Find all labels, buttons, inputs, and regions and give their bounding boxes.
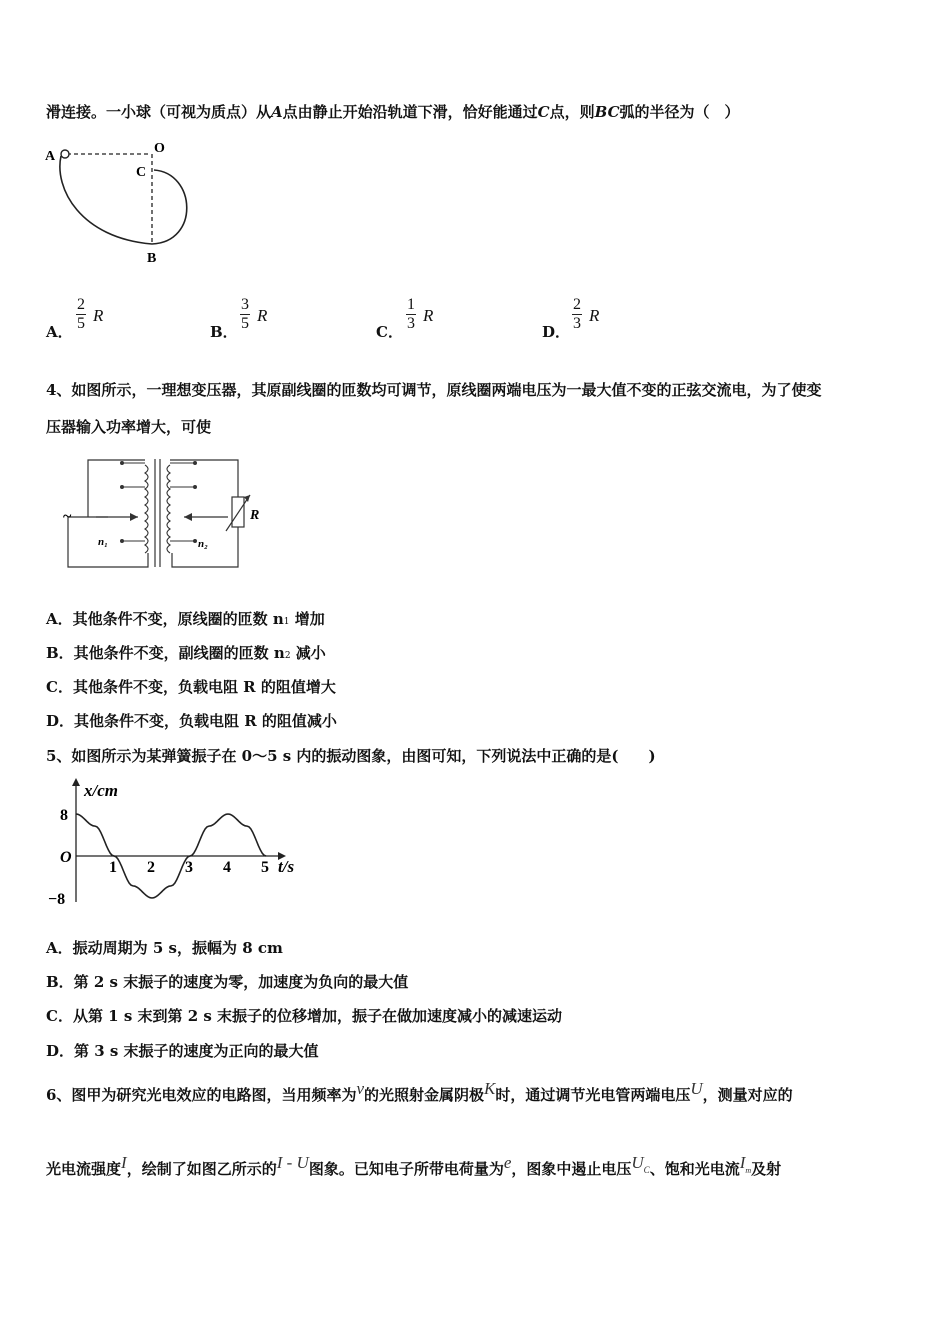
denominator: 5 xyxy=(77,315,85,332)
q6-text: 图象。已知电子所带电荷量为 xyxy=(308,1160,504,1178)
symbol-e: e xyxy=(503,1153,512,1172)
q3-point-a: A xyxy=(271,103,283,121)
q4-option-b[interactable] xyxy=(46,643,326,666)
x-tick-label: 1 xyxy=(109,859,117,876)
label-c: C xyxy=(136,165,147,180)
secondary-taps xyxy=(170,461,197,543)
subscript: 1 xyxy=(283,617,290,627)
option-letter: A． xyxy=(46,323,73,341)
ac-source-icon: ~ xyxy=(63,508,72,525)
x-tick-label: 2 xyxy=(147,859,155,876)
symbol-im: I xyxy=(739,1153,746,1172)
numerator: 3 xyxy=(241,296,249,313)
primary-wire-top xyxy=(88,460,145,517)
q3-stem-part: 弧的半径为（ ） xyxy=(619,103,740,121)
q6-stem-line2 xyxy=(46,1153,782,1182)
label-o: O xyxy=(154,141,165,156)
q6-text: 及射 xyxy=(751,1160,782,1178)
q3-arc-bc: BC xyxy=(594,103,620,121)
q5-option-d[interactable]: D．第 3 s 末振子的速度为正向的最大值 xyxy=(46,1042,319,1060)
y-tick-label: O xyxy=(60,849,72,866)
q5-stem: 5、如图所示为某弹簧振子在 0～5 s 内的振动图象，由图可知，下列说法中正确的是( ) xyxy=(46,747,656,765)
option-text: 减小 xyxy=(290,644,326,662)
symbol-i-u: I - U xyxy=(276,1153,309,1172)
denominator: 3 xyxy=(407,315,415,332)
option-text: A．其他条件不变，原线圈的匝数 n xyxy=(46,610,284,628)
q4-stem-line1: 4、如图所示，一理想变压器，其原副线圈的匝数均可调节，原线圈两端电压为一最大值不变的正弦交流电，为了使变 xyxy=(46,381,822,399)
variable-r: R xyxy=(93,306,104,325)
q5-option-b[interactable]: B．第 2 s 末振子的速度为零，加速度为负向的最大值 xyxy=(46,973,409,991)
fraction xyxy=(406,296,416,333)
subscript-m: m xyxy=(745,1166,752,1175)
secondary-wire-top xyxy=(170,460,238,497)
q5-option-c[interactable]: C．从第 1 s 末到第 2 s 末振子的位移增加，振子在做加速度减小的减速运动 xyxy=(46,1007,563,1025)
y-tick-label: 8 xyxy=(60,807,68,824)
q6-stem-line1 xyxy=(46,1079,793,1105)
option-letter: B． xyxy=(210,323,238,341)
x-tick-label: 5 xyxy=(261,859,269,876)
option-letter: C． xyxy=(376,323,403,341)
primary-coil xyxy=(145,465,148,553)
q6-text: 、饱和光电流 xyxy=(649,1160,740,1178)
variable-r: R xyxy=(589,306,600,325)
numerator: 1 xyxy=(407,296,415,313)
q3-track-figure xyxy=(40,138,210,268)
q4-stem-line2: 压器输入功率增大，可使 xyxy=(46,418,212,436)
subscript: 2 xyxy=(284,651,291,661)
q6-text: ，绘制了如图乙所示的 xyxy=(126,1160,277,1178)
q3-stem xyxy=(46,102,740,122)
symbol-i: I xyxy=(121,1153,127,1172)
label-n1: n₁ xyxy=(98,536,108,548)
q3-stem-part: 点由静止开始沿轨道下滑，恰好能通过 xyxy=(282,103,538,121)
q4-option-c[interactable]: C．其他条件不变，负载电阻 R 的阻值增大 xyxy=(46,678,336,696)
q6-text: 光电流强度 xyxy=(46,1160,122,1178)
variable-r: R xyxy=(423,306,434,325)
numerator: 2 xyxy=(77,296,85,313)
denominator: 5 xyxy=(241,315,249,332)
primary-wire-bottom xyxy=(68,517,148,567)
arrow-left-icon xyxy=(184,513,192,521)
y-axis-label: x/cm xyxy=(84,781,118,800)
q3-point-c: C xyxy=(537,103,550,121)
q6-text: 6、图甲为研究光电效应的电路图，当用频率为 xyxy=(46,1086,357,1104)
q4-transformer-figure xyxy=(60,455,280,575)
symbol-u: U xyxy=(690,1079,703,1098)
variable-r: R xyxy=(257,306,268,325)
tick-group xyxy=(48,807,269,908)
q6-text: ，图象中遏止电压 xyxy=(511,1160,632,1178)
q3-stem-part: 滑连接。一小球（可视为质点）从 xyxy=(46,103,272,121)
option-letter: D． xyxy=(542,323,571,341)
q4-option-a[interactable] xyxy=(46,609,325,632)
subscript-c: C xyxy=(643,1165,650,1175)
option-text: B．其他条件不变，副线圈的匝数 n xyxy=(46,644,285,662)
label-b: B xyxy=(147,251,157,266)
label-a: A xyxy=(45,149,56,164)
primary-taps xyxy=(120,461,145,543)
q5-oscillation-chart xyxy=(44,772,314,912)
denominator: 3 xyxy=(573,315,581,332)
y-tick-label: −8 xyxy=(48,891,66,908)
arrow-icon xyxy=(244,495,250,502)
q6-text: 的光照射金属阴极 xyxy=(364,1086,485,1104)
x-tick-label: 3 xyxy=(185,859,193,876)
q3-stem-part: 点，则 xyxy=(549,103,595,121)
track-curve xyxy=(60,156,187,244)
q6-text: 时，通过调节光电管两端电压 xyxy=(495,1086,691,1104)
arrow-right-icon xyxy=(130,513,138,521)
option-text: 增加 xyxy=(289,610,325,628)
symbol-uc: U xyxy=(631,1153,644,1172)
q5-option-a[interactable]: A．振动周期为 5 s，振幅为 8 cm xyxy=(46,939,283,957)
x-tick-label: 4 xyxy=(223,859,231,876)
fraction xyxy=(572,296,582,333)
ball-icon xyxy=(61,150,69,158)
label-r: R xyxy=(250,508,260,523)
numerator: 2 xyxy=(573,296,581,313)
q4-option-d[interactable]: D．其他条件不变，负载电阻 R 的阻值减小 xyxy=(46,712,337,730)
fraction xyxy=(240,296,250,333)
q6-text: ，测量对应的 xyxy=(702,1086,793,1104)
y-axis-arrow-icon xyxy=(72,778,80,786)
symbol-k: K xyxy=(484,1079,496,1098)
fraction xyxy=(76,296,86,333)
secondary-coil xyxy=(167,465,170,553)
symbol-v: v xyxy=(356,1079,364,1098)
x-axis-label: t/s xyxy=(278,857,295,876)
label-n2: n₂ xyxy=(198,538,208,550)
